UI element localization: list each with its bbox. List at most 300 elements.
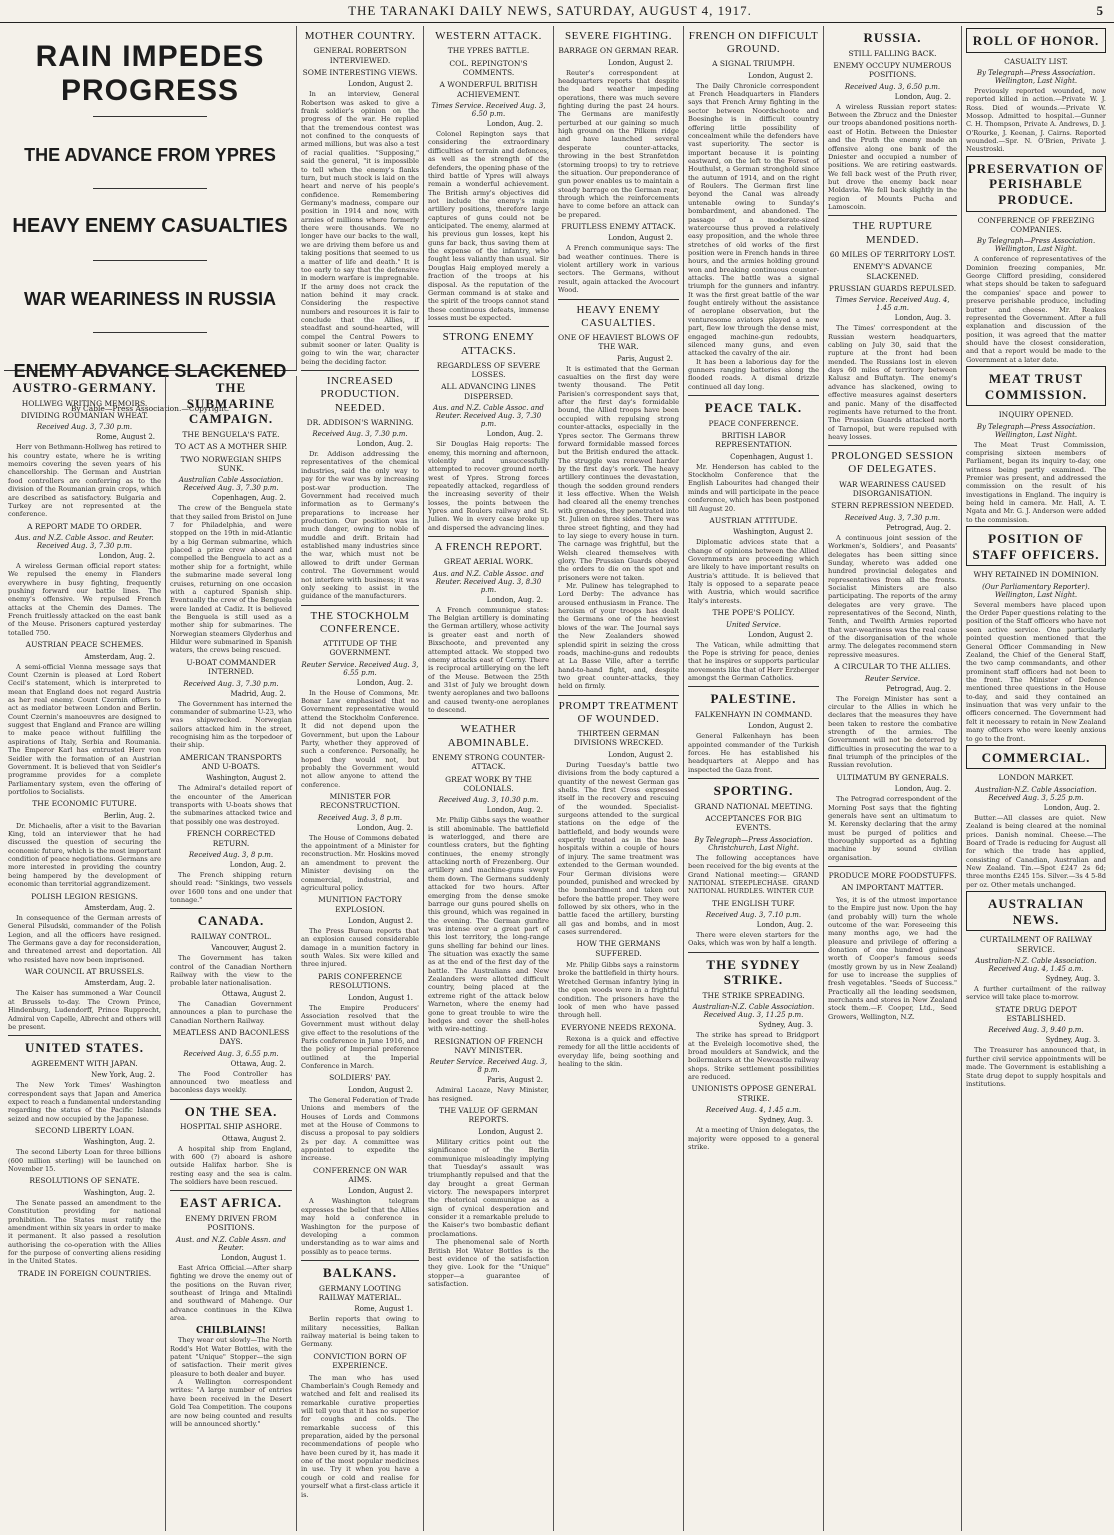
divider [93,116,207,117]
received-line: Times Service. Received Aug. 3, 6.50 p.m. [431,102,546,119]
sub-heading: A SIGNAL TRIUMPH. [712,59,795,69]
dateline: London, August 2. [348,1187,413,1196]
article-text: Military critics point out the significance of the Berlin communique misleadingly implying that Tuesday's assault was triumphantly repulsed and that the day brought a great German victory. The newspapers interpret the rhetorical communique as a sign of cynical desperation and consider it a remarkable prelude to the Kaiser's two bombastic defiant proclamations. [428,1137,549,1238]
section-heading: STRONG ENEMY ATTACKS. [442,331,535,357]
dateline: Ottawa, August 2. [221,989,286,998]
masthead-title: THE TARANAKI DAILY NEWS, SATURDAY, AUGUST 4, 1917. [348,3,752,18]
article-text: Berlin reports that owing to military necessities, Balkan railway material is being taken to Germany. [301,1315,419,1349]
section-heading: AUSTRO-GERMANY. [12,380,157,395]
ad-text: The man who has used Chamberlain's Cough Remedy and watched and felt and realised its remarkable curative properties will tell you that it has no superior for coughs and colds. The remarkable success of this preparation, aided by the personal recommendations of people who have been cured by it, has made it one of the most popular medicines in use. Try it when you have a cough or cold and realise for yourself what a first-class article it is. [301,1373,419,1499]
article-text: Previously reported wounded, now reported killed in action.—Private W. J. Ross. Died of wounds.—Private W. Mossop. Admitted to hospital.—Gunner C. H. Thompson, Private A. Andrews, D. J. O'Rourke, J. Keenan, J. Cairns. Reported wounded.—Spr. N. O'Brien, Private J. Neustroski. [966,86,1106,154]
boxed-heading [966,366,1106,406]
dateline: Copenhagen, August 1. [730,452,813,461]
received-line: Aus. and N.Z. Cable Assoc. and Reuter. Received Aug. 3, 8.30 p.m. [433,569,544,594]
banner-headline-1: RAIN IMPEDES PROGRESS [35,40,265,107]
section-heading: BALKANS. [322,1264,398,1280]
sub-heading: PRODUCE MORE FOODSTUFFS. [828,871,957,881]
dateline: Petrograd, Aug. 2. [885,684,951,693]
divider [828,866,957,867]
divider [558,299,679,300]
dateline: Washington, Aug. 2. [83,1188,155,1197]
sub-heading: ENEMY OCCUPY NUMEROUS POSITIONS. [833,60,952,80]
dateline: Petrograd, Aug. 2. [885,523,951,532]
sub-heading: ALL ADVANCING LINES DISPERSED. [441,382,536,401]
column-1 [4,376,166,1531]
boxed-heading [966,28,1106,53]
dateline: Berlin, Aug. 2. [103,811,155,820]
divider [93,260,207,261]
article-text: The Canadian Government announces a plan to purchase the Canadian Northern Railway. [170,999,292,1025]
sub-heading: A CIRCULAR TO THE ALLIES. [834,662,951,672]
sub-heading: THE ECONOMIC FUTURE. [32,799,137,809]
sub-heading: AGREEMENT WITH JAPAN. [31,1058,138,1068]
sub-heading: ENEMY'S ADVANCE SLACKENED. [852,262,933,281]
section-heading: MEAT TRUST COMMISSION. [984,371,1088,402]
dateline: Ottawa, August 2. [221,1134,286,1143]
article-text: The Kaiser has summoned a War Council at Brussels to-day. The Crown Prince, Hindenburg, Ludendorff, Prince Rupprecht, Admiral von Capelle, Albrecht and others will be present. [8,989,161,1031]
article-text: The Vatican, while admitting that the Pope is striving for peace, denies that he inspires or supports particular movements like that of Herr Erzberger amongst the German Catholics. [688,640,819,682]
divider [93,188,207,189]
article-text: Colonel Repington says that considering the extraordinary difficulties of terrain and defences, as well as the strength of the defenders, the opening phase of the third battle of Ypres will always remain a wonderful achievement. The British army's objectives did not include the enemy's main artillery positions, therefore large captures of guns could not be anticipated. The enemy, alarmed at his previous gun losses, kept his guns far back, thus saving them at the expense of the infantry, who fought less valiantly than usual. Sir Douglas Haig employed merely a fraction of the troops at his disposal. As the reputation of the German command is at stake and the spirit of the troops cannot stand these continuous defeats, immense losses must be expected. [428,130,549,322]
received-line: (Our Parliamentary Reporter). Wellington, Last Night. [982,582,1090,599]
section-heading: EAST AFRICA. [179,1195,283,1211]
sub-heading: A WONDERFUL BRITISH ACHIEVEMENT. [439,80,538,99]
article-text: The Government has interned the commander of submarine U-23, who was shipwrecked. Norwegian sailors attacked him in the street, recognising him as the torpedoer of their ship. [170,699,292,750]
divider [428,536,549,537]
section-heading: THE SUBMARINE CAMPAIGN. [186,380,276,427]
section-heading: PALESTINE. [710,691,797,707]
dateline: London, August 2. [608,58,673,67]
received-line: Received Aug. 3, 6.55 p.m. [183,1049,279,1058]
received-line: By Telegraph—Press Association. Wellington, Last Night. [976,68,1096,85]
article-text: Admiral Lacaze, Navy Minister, has resigned. [428,1086,549,1103]
ad-text: Yes, it is of the utmost importance to the Empire just now. Upon the hay (and probably will) turn the whole outcome of the war. Foreseeing this many months ago, we had the pleasure and privilege of offering a donation of one hundred guineas' worth of Cooper's famous seeds (mostly grown by us in New Zealand) for use to increase the supplies of fresh vegetables. "Seeds of Success." Practically all the leading seedsmen, merchants and stores in New Zealand stock them.—F. Cooper, Ltd., Seed Growers, Wellington, N.Z. [828,895,957,1021]
article-text: The Government has taken control of the Canadian Northern Railway with the view to the probable later nationalisation. [170,954,292,988]
article-text: The Press Bureau reports that an explosion caused considerable damage in a munition factory in south Wales. Six were killed and three injured. [301,927,419,969]
dateline: Sydney, Aug. 3. [1045,1036,1100,1045]
article-text: Mr. Philip Gibbs says a rainstorm broke the battlefield in thirty hours. Wretched German infantry lying in the open woods were in a frightful condition. The prisoners have the look of men who have passed through hell. [558,961,679,1020]
sub-heading: MINISTER FOR RECONSTRUCTION. [320,792,400,811]
dateline: Sydney, Aug. 3. [758,1021,813,1030]
sub-heading: DIVIDING ROUMANIAN WHEAT. [20,410,149,420]
received-line: Received Aug. 3, 8 p.m. [188,850,274,859]
column-5 [554,26,684,1531]
article-text: The crew of the Benguela state that they sailed from Bristol on June 7 for Philadelphia, and were stopped on the 19th in mid-Atlantic by a big German submarine, which placed a prize crew aboard and compelled the Benguela to act as a mother ship for a fortnight, while the submarine made several long cruises, returning on one occasion with a captured Spanish ship. Eventually the crew of the Benguela were landed at Cadiz. It is believed the Benguela is still used as a mother ship for submarines. The Norwegian steamers Glyderhus and Hildur were submarined in Spanish waters, the crews being rescued. [170,504,292,655]
dateline: London, Aug. 2. [894,92,951,101]
article-text: The Treasurer has announced that, in further civil service appointments will be made. The Government is establishing a State drug depot to supply hospitals and institutions. [966,1046,1106,1088]
article-text: The New York Times' Washington correspondent says that Japan and America expect to reach a fundamental understanding regarding the status of the Pacific Islands seized and now occupied by the Japanese. [8,1081,161,1123]
sub-heading: PRUSSIAN GUARDS REPULSED. [828,283,957,293]
received-line: Reuter Service. Received Aug. 3, 6.55 p.m. [301,660,419,677]
article-text: The following acceptances have been received for the big events at the Grand National meeting:— GRAND NATIONAL STEEPLECHASE. GRAND NATIONAL HURDLES. WINTER CUP. [688,853,819,896]
article-text: A French communique says: The bad weather continues. There is violent artillery work in various sectors. The Germans, without result, again attacked the Avocourt Wood. [558,244,679,295]
dateline: London, August 2. [608,234,673,243]
divider [558,695,679,696]
sub-heading: INQUIRY OPENED. [998,410,1074,420]
sub-heading: BARRAGE ON GERMAN REAR. [558,46,679,56]
divider [688,395,819,396]
received-line: Received Aug. 3, 9.40 p.m. [988,1026,1084,1035]
sub-heading: WHY RETAINED IN DOMINION. [973,570,1099,580]
sub-heading: GRAND NATIONAL MEETING. [694,801,813,811]
sub-heading: EVERYONE NEEDS REXONA. [560,1022,677,1032]
dateline: London, August 1. [221,1253,286,1262]
sub-heading: GENERAL ROBERTSON INTERVIEWED. [313,46,407,65]
article-text: The French shipping return should read: "Sinkings, two vessels over 1600 tons and one under that tonnage." [170,870,292,905]
dateline: London, August 2. [478,1127,543,1136]
dateline: Vancouver, August 2. [211,944,286,953]
sub-heading: WAR WEARINESS CAUSED DISORGANISATION. [839,479,946,499]
dateline: Madrid, Aug. 2. [230,689,286,698]
sub-heading: THE BENGUELA'S FATE. [182,429,280,439]
dateline: London, Aug. 2. [756,921,813,929]
section-heading: MOTHER COUNTRY. [304,30,416,42]
sub-heading: FALKENHAYN IN COMMAND. [694,709,813,719]
article-text: The Senate passed an amendment to the Constitution providing for national prohibition. The States must ratify the amendment within six years in order to make it permanent. It also passed a resolution authorising the co-operation with the Allies for the purpose of converting aliens residing in the United States. [8,1198,161,1266]
dateline: London, Aug. 2. [486,595,543,604]
divider [170,1099,292,1100]
dateline: London, August 2. [348,80,413,89]
sub-heading: CURTAILMENT OF RAILWAY SERVICE. [979,935,1093,954]
sub-heading: 60 MILES OF TERRITORY LOST. [829,249,956,259]
sub-heading: TRADE IN FOREIGN COUNTRIES. [17,1268,152,1278]
received-line: Received Aug. 3, 7.10 p.m. [705,911,802,919]
ad-text: They wear out slowly—The North Rodd's Hot Water Bottles, with the patent "Unique" Stopper—the sign of satisfaction. Their merit gives pleasure to both dealer and buyer. [170,1336,292,1378]
article-text: The Petrograd correspondent of the Morning Post says that the fighting generals have sent an ultimatum to M. Kerensky declaring that the army must be purged of politics and thoroughly supported as a fighting machine by sound civilian organisation. [828,795,957,862]
sub-heading: HOW THE GERMANS SUFFERED. [576,939,661,958]
section-heading: PROMPT TREATMENT OF WOUNDED. [558,699,679,725]
section-heading: UNITED STATES. [25,1040,144,1056]
sub-heading: THIRTEEN GERMAN DIVISIONS WRECKED. [573,729,664,748]
dateline: London, August 2. [348,917,413,926]
article-text: In the House of Commons, Mr. Bonar Law emphasised that no Government representative would attend the Stockholm Conference. It did not depend upon the Government, but upon the Labour Party, whether they approved of such a conference. Personally, he hoped they would not, but probably the Government would not allow anyone to attend the conference. [301,688,419,789]
sub-heading: FRUITLESS ENEMY ATTACK. [561,222,676,232]
received-line: By Telegraph—Press Association. Wellington, Last Night. [976,237,1096,254]
dateline: London, August 2. [608,750,673,759]
dateline: London, Aug. 2. [894,785,951,794]
article-text: There were eleven starters for the Oaks, which was won by half a length. [688,931,819,948]
section-heading: SEVERE FIGHTING. [565,30,672,42]
article-text: A wireless German official report states: We repulsed the enemy in Flanders everywhere in busy fighting, frequently pushing forward our battle lines. The enemy's offensive. We repulsed French attacks at the Chemin des Dames. The French fruitlessly attacked on the east bank of the Meuse. Prisoners captured yesterday totalled 750. [8,561,161,637]
article-text: East Africa Official.—After sharp fighting we drove the enemy out of the positions on the Ruvan river, southeast of Iringa and Mtalindi and southward of Mahenge. Our advance continues in the Kilwa area. [170,1263,292,1322]
sub-heading: AUSTRIAN ATTITUDE. [709,515,798,525]
article-text: It is estimated that the German casualties on the first day were twenty thousand. The Petit Parisien's correspondent says that, after the first day's formidable bound, the Allied troops have been occupied with repulsing strong counter-attacks, especially in the Ypres sector. The Germans threw forward formidable massed forces but the British endured the attack. The struggle was renewed harder by the first day's work. The heavy artillery continues the devastation, though the sodden ground renders it less effective. When the Welsh had cleared all the enemy trenches with grenades, they penetrated into St. Julien on three sides. There was three street fighting, and they had to lay siege to every house in turn. The carnage was frightful, but the Welsh cleared themselves with glory. The Prussian Guards obeyed the orders to die on the spot and prisoners were not taken. [558,364,679,582]
sub-heading: THE POPE'S POLICY. [712,608,795,618]
section-heading: POSITION OF STAFF OFFICERS. [972,531,1100,562]
dateline: London, Aug. 2. [356,440,413,449]
sub-heading: CONFERENCE ON WAR AIMS. [313,1165,407,1185]
dateline: London, August 2. [348,1085,413,1094]
received-line: Received Aug. 4, 1.45 a.m. [706,1106,801,1115]
newspaper-page [4,26,1110,1531]
boxed-heading [966,526,1106,566]
sub-heading: WAR COUNCIL AT BRUSSELS. [24,967,145,977]
dateline: London, Aug. 2. [486,806,543,815]
sub-heading: TWO NORWEGIAN SHIPS SUNK. [180,454,282,473]
divider [170,1190,292,1191]
divider [170,908,292,909]
banner-headline-3: HEAVY ENEMY CASUALTIES [12,215,288,237]
sub-heading: MUNITION FACTORY EXPLOSION. [318,895,402,914]
dateline: Rome, August 1. [354,1305,413,1314]
sub-heading: RESOLUTIONS OF SENATE. [29,1176,140,1186]
dateline: Sydney, Aug. 3. [758,1116,813,1125]
article-text: Dr. Michaelis, after a visit to the Bavarian King, told an interviewer that he had discussed the question of securing the economic future, which is the most important condition of peace negotiations. Germans are more interested in providing the country being hampered by the development of economic than territorial aggrandizement. [8,821,161,889]
section-heading: ON THE SEA. [184,1103,278,1119]
section-heading: PROLONGED SESSION OF DELEGATES. [831,450,954,476]
section-heading: CANADA. [197,913,265,929]
boxed-heading [966,156,1106,212]
article-text: At a meeting of Union delegates, the majority were opposed to a general strike. [688,1126,819,1151]
section-heading: SPORTING. [713,783,794,799]
section-heading: HEAVY ENEMY CASUALTIES. [576,303,661,329]
section-heading: WEATHER ABOMINABLE. [447,723,530,749]
sub-heading: GREAT WORK BY THE COLONIALS. [445,774,532,793]
dateline: London, August 2. [748,722,813,731]
column-7 [824,26,962,1531]
sub-heading: THE YPRES BATTLE. [447,46,530,56]
boxed-heading [966,891,1106,931]
dateline: London, Aug. 2. [486,120,543,129]
received-line: Received Aug. 3, 7.30 p.m. [844,513,941,522]
sub-heading: REGARDLESS OF SEVERE LOSSES. [436,360,541,380]
received-line: Reuter Service. Received Aug. 3, 8 p.m. [429,1058,548,1075]
received-line: Received Aug. 3, 7.30 p.m. [36,423,133,432]
received-line: Received Aug. 3, 10.30 p.m. [438,796,539,805]
divider [301,1260,419,1261]
sub-heading: GREAT AERIAL WORK. [443,557,534,567]
article-text: A Washington telegram expresses the belief that the Allies may hold a conference in Washington for the purpose of developing a common understanding as to war aims and possibly as to peace terms. [301,1197,419,1256]
dateline: London, Aug. 2. [356,678,413,687]
divider [428,718,549,719]
received-line: United Service. [725,620,782,629]
article-text: In consequence of the German arrests of General Pilsudski, commander of the Polish Legion, and all the officers have resigned. The Germans gave a day for reconsideration, and threatened arrest and deportation. All who resisted have now been imprisoned. [8,913,161,964]
divider [688,952,819,953]
dateline: London, Aug. 2. [98,551,155,560]
received-line: Australian-N.Z. Cable Association. Received Aug. 3, 11.25 p.m. [692,1003,815,1020]
article-text: The General Federation of Trade Unions and members of the Houses of Lords and Commons met at the House of Commons to discuss a proposal to pay soldiers 2s per day. A committee was appointed to expedite the increase. [301,1095,419,1163]
divider [301,370,419,371]
banner-headline-4: WAR WEARINESS IN RUSSIA [23,289,277,309]
sub-heading: SOLDIERS' PAY. [329,1073,391,1083]
section-heading: RUSSIA. [863,30,922,45]
dateline: Paris, August 2. [616,354,673,363]
section-heading: WESTERN ATTACK. [435,30,542,42]
section-heading: PRESERVATION OF PERISHABLE PRODUCE. [967,160,1105,208]
sub-heading: CONFERENCE OF FREEZING COMPANIES. [977,215,1095,234]
sub-heading: SECOND LIBERTY LOAN. [34,1126,135,1136]
received-line: Aust. and N.Z. Cable Assn. and Reuter. [176,1235,286,1252]
received-line: Received Aug. 3, 6.50 p.m. [844,82,941,91]
sub-heading: TO ACT AS A MOTHER SHIP. [174,442,288,452]
column-3 [297,26,424,1531]
article-text: A further curtailment of the railway service will take place to-morrow. [966,985,1106,1002]
section-heading: ROLL OF HONOR. [972,33,1100,48]
dateline: London, August 1. [348,993,413,1002]
article-text: It has been a laborious day for the gunners ranging batteries along the flooded roads. A dismal drizzle continued all day long. [688,357,819,391]
dateline: Washington, Aug. 2. [83,1138,155,1147]
sub-heading: POLISH LEGION RESIGNS. [31,891,138,901]
sub-heading: BRITISH LABOR REPRESENTATION. [715,431,792,450]
divider [8,1035,161,1036]
dateline: London, August 2. [748,71,813,80]
article-text: The Admiral's detailed report of the encounter of the American transports with U-boats shows that the submarines attacked twice and that possibly one was destroyed. [170,784,292,826]
received-line: Received Aug. 3, 8 p.m. [317,813,403,822]
article-text: The Times' correspondent at the Russian western headquarters, cabling on July 30, said that the rupture at the front had been mended. The Russians lost in eleven days 60 miles of territory between Kalusz and Buftatyn. The enemy's advance has slackened, owing to effective measures against deserters and panic. Many of the disaffected regiments have returned to the front. The Prussian Guards attacked north of Tarnopol, but were repulsed with heavy losses. [828,324,957,441]
dateline: Copenhagen, Aug. 2. [211,494,286,503]
sub-heading: THE VALUE OF GERMAN REPORTS. [439,1106,538,1125]
ad-heading: CHILBLAINS! [195,1326,266,1337]
dateline: London, Aug. 2. [229,860,286,869]
sub-heading: HOLLWEG WRITING MEMOIRS. [21,398,148,408]
article-text: The House of Commons debated the appointment of a Minister for reconstruction. Mr. Hoskins moved an amendment to prevent the Minister devising on the commercial, industrial, and agricultural policy. [301,833,419,892]
article-text: Butter.—All classes are quiet. New Zealand is being cleared at the nominal prices. Danish nominal. Cheese.—The Board of Trade is reducing for August all for which the trade has applied, consisting of Canadian, Australian and New Zealand. Tin.—Spot £247 2s 6d; three months £245 15s. Silver.—3s 4 5-8d per oz. Other metals unchanged. [966,813,1106,889]
article-text: The Daily Chronicle correspondent at French Headquarters in Flanders says that French Army fighting in the sector between Noordschoote and Boesinghe is in difficult country offering little possibility of concealment while the defenders have vast superiority. The sector is important because it is pointing eastward, on the left to the Forest of Houthulst, a German stronghold since the autumn of 1914, and on the right of Roulers. The German first line beyond the Canal was already untenable owing to Sunday's bombardment, and abandoned. The passage of a moderate-sized watercourse thus proved a relatively easy proposition, and the whole three stretches of old works of the first position were in French hands in three hours, and the armies holding ground won and breaking continuous counter-attacks. The battle was a signal triumph for the gunners and infantry. It was the first great battle of the war fought entirely without the assistance of aeroplane observation, but the venturesome aviators played a new part, flew low through the dense mist, engaged machine-gun redoubts, silenced many guns, and even attacked the cavalry of the air. [688,81,819,358]
received-line: Australian-N.Z. Cable Association. Received Aug. 4, 1.45 a.m. [975,957,1097,974]
sub-heading: COL. REPINGTON'S COMMENTS. [449,58,528,77]
sub-heading: THE STRIKE SPREADING. [702,990,805,1000]
section-heading: THE STOCKHOLM CONFERENCE. [310,609,410,635]
sub-heading: GERMANY LOOTING RAILWAY MATERIAL. [318,1283,402,1302]
sub-heading: STILL FALLING BACK. [848,48,937,58]
divider [93,332,207,333]
received-line: By Telegraph—Press Association. Wellington, Last Night. [976,422,1096,439]
sub-heading: DR. ADDISON'S WARNING. [306,417,414,427]
sub-heading: AUSTRIAN PEACE SCHEMES. [25,640,144,650]
article-text: A continuous joint session of the Workmen's, Soldiers', and Peasants' delegates has been sitting since Sunday, whereto was added one hundred provincial delegates and representatives from all the fronts. Socialist Ministers are also participating. The reports of the army delegates are very grave. The representatives of the Second, Ninth, Tenth, and Twelfth Armies reported that war-weariness was the real cause of the disorganisation of the whole army. The delegates recommend stern repressive measures. [828,533,957,659]
received-line: Aus. and N.Z. Cable Assoc. and Reuter. Received Aug. 3, 7.30 p.m. [433,404,544,429]
article-text: The Meat Trust Commission, comprising sixteen members of Parliament, began its inquiry to-day, one witness being partly examined. The Premier was present, and addressed the commission on the result of his investigations in England. The inquiry is being held in camera. Mr. Hall, A. T. Ngata and Mr. G. J. Anderson were added to the commission. [966,440,1106,524]
sub-heading: ACCEPTANCES FOR BIG EVENTS. [705,814,802,833]
dateline: London, Aug. 2. [356,823,413,832]
banner-headline-5: ENEMY ADVANCE SLACKENED [13,361,287,381]
article-text: Dr. Addison addressing the representatives of the chemical industries, said the only way to pay for the war was by increasing post-war production. The Government had received much information as to Germany's preparations to increase her production. Our position was in much danger, owing to noble of muddle and drift. Britain had established many industries since the war, which must not be allowed to drift under German control. The Government would not interfere with business; it was only seeking to assist in the guidance of the manufacturers. [301,450,419,601]
article-text: During Tuesday's battle two divisions from the body captured a quantity of the newest German gas shells. The first Cross expressed itself in the recovery and rescuing of the wounded. Specialist-surgeons attended to the surgical stations on the edge of the battlefield, and body wounds were expertly treated as in the base hospitals within a couple of hours of injury. The same treatment was extended to the German wounded. Four German divisions were pounded, punished and wrecked by the bombardment and taken out before the battle proper. They were followed by six others, who in the battle faced the artillery, bursting all gas and bombs, and in most cases surrendered. [558,760,679,937]
divider [828,215,957,216]
dateline: Washington, August 2. [733,528,813,537]
byline: By Cable—Press Association.—Copyright. [70,404,230,413]
dateline: Amsterdam, Aug. 2. [84,903,155,912]
section-heading: INCREASED PRODUCTION. NEEDED. [320,375,400,414]
article-text: Sir Douglas Haig reports: The enemy, this morning and afternoon, violently and unsuccessfully attempted to recover ground north-west of Ypres. Strong forces repeatedly attacked, regardless of the increasing severity of their losses, the points between the Ypres and Roulers railway and St. Julien. We in every case broke up and dispersed the advancing lines. [428,440,549,532]
section-heading: A FRENCH REPORT. [434,541,543,554]
sub-heading: UNIONISTS OPPOSE GENERAL STRIKE. [691,1084,816,1103]
article-text: A French communique states: The Belgian artillery is dominating the German artillery, whose activity is greater east and north of Bixschoote, and prevented any attempted attack. We stopped two enemy attacks east of Cerny. There is reciprocal artillerying on the left of the Meuse. Between the 25th and 31st of July we brought down twenty aeroplanes and two balloons and caused twenty-one aeroplanes to descend. [428,605,549,715]
ad-text: The phenomenal sale of North British Hot Water Bottles is the best evidence of the satisfaction they give. Look for the "Unique" stopper—a guarantee of satisfaction. [428,1238,549,1288]
sub-heading: STERN REPRESSION NEEDED. [831,501,954,511]
dateline: Sydney, Aug. 3. [1045,975,1100,984]
article-text: A wireless Russian report states: Between the Zbrucz and the Dniester our troops abandoned positions north-east of Hotin. Between the Dniester and the Pruth the enemy made an offensive along one bank of the Dniester and occupied a number of positions. We are retiring eastwards. We fell back west of the Pruth river, but drove the enemy back near Moldavia. We fell back slightly in the region of Mounts Pucha and Lamoscoin. [828,102,957,212]
dateline: London, August 2. [748,630,813,639]
dateline: Rome, August 2. [96,433,155,442]
sub-heading: U-BOAT COMMANDER INTERNED. [186,657,276,677]
dateline: London, Aug. 3. [894,314,951,323]
section-heading: FRENCH ON DIFFICULT GROUND. [688,30,819,56]
divider [301,605,419,606]
sub-heading: ENEMY DRIVEN FROM POSITIONS. [185,1214,277,1233]
received-line: Australian Cable Association. Received Aug. 3, 7.30 p.m. [178,476,284,493]
sub-heading: PEACE CONFERENCE. [708,418,799,428]
sub-heading: RAILWAY CONTROL. [190,931,272,941]
received-line: Australian-N.Z. Cable Association. Received Aug. 3, 5.25 p.m. [975,785,1097,802]
sub-heading: ONE OF HEAVIEST BLOWS OF THE WAR. [558,332,679,352]
sub-heading: STATE DRUG DEPOT ESTABLISHED. [995,1004,1077,1024]
sub-heading: ENEMY STRONG COUNTER-ATTACK. [432,752,545,772]
dateline: Paris, August 2. [486,1076,543,1085]
received-line: Times Service. Received Aug. 4, 1.45 a.m. [835,296,950,313]
article-text: The Food Controller has announced two meatless and baconless days weekly. [170,1069,292,1095]
dateline: Amsterdam, Aug. 2. [84,652,155,661]
sub-heading: CONVICTION BORN OF EXPERIENCE. [313,1351,407,1371]
article-text: Mr. Henderson has cabled to the Stockholm Conference that the English Labourites had changed their minds and will participate in the peace conference, which has been postponed till August 20. [688,462,819,513]
sub-heading: MEATLESS AND BACONLESS DAYS. [172,1027,290,1047]
column-6 [684,26,824,1531]
article-text: The strike has spread to Bridgport at the Eveleigh locomotive shed, the broad moulders at Sandwick, and the boilermakers at the Newcastle railway shops. Strike settlement possibilities are reduced. [688,1031,819,1082]
article-text: Several members have placed upon the Order Paper questions relating to the position of the Staff officers who have not seen active service. One particularly pointed question mentioned that the General Officer Commanding in New Zealand, the Chief of the General Staff, the two camp commandants, and other prominent staff officers had not been to the front. The Minister of Defence mentioned three questions in the House to-day, and said they contained an insinuation that was very unfair to the officers concerned. The Government had felt it necessary to retain in New Zealand many officers who were keenly anxious to go to the front. [966,600,1106,743]
section-heading: PEACE TALK. [704,400,803,416]
article-text: Mr. Philip Gibbs says the weather is still abominable. The battlefield is waterlogged, and there are countless craters, but the fighting continues, the enemy strongly attacking north of Frezenberg. Our artillery and machine-guns swept them down. The Germans suddenly attacked for two hours. After emerging from the dense smoke barrage our guns poured shells on this ground, which was regained in the evening. The German gunfire was intense over a great part of this lost territory, the long-range guns shelling far behind our lines. The situation was exactly the same as at the end of the first day of the battle. The Australians and New Zealanders were allotted difficult country, being placed at the extreme right of the attack below Warneton, where the enemy had gone to great trouble to wire the hedges and cover the shell-holes with wire-netting. [428,816,549,1034]
boxed-heading [966,745,1106,770]
article-text: The second Liberty Loan for three billions (600 million sterling) will be launched on November 15. [8,1148,161,1174]
dateline: New York, Aug. 2. [91,1071,155,1080]
divider [688,778,819,779]
received-line: Reuter Service. [864,674,921,683]
sub-heading: HOSPITAL SHIP ASHORE. [179,1122,283,1132]
masthead [0,0,1114,23]
column-2 [166,376,297,1531]
banner-headline-2: THE ADVANCE FROM YPRES [24,145,276,165]
sub-heading: AN IMPORTANT MATTER. [841,883,944,893]
section-heading: THE SYDNEY STRIKE. [706,956,801,988]
dateline: London, Aug. 2. [486,430,543,439]
article-text: General Falkenhayn has been appointed commander of the Turkish forces. He has established his headquarters at Aleppo and has inspected the Gaza front. [688,732,819,774]
dateline: Ottawa, Aug. 2. [230,1059,286,1068]
divider [688,686,819,687]
received-line: Received Aug. 3, 7.30 p.m. [312,430,408,439]
sub-heading: CASUALTY LIST. [1004,56,1068,66]
article-text: In an interview, General Robertson was asked to give a frank soldier's opinion on the progress of the war. He replied that the tremendous contest was not confined to the conquests of armed millions, but was also a test of racial qualities. "Supposing," said the general, "it is impossible to tell when the enemy's flanks turn, but much stock is laid on the heart and nerve of his people's confidence. Remembering Germany's madness, compare our position in 1914 and now, with armies of millions where formerly there were thousands. We no longer have our backs to the wall, we are driving them before us and taking positions that seemed to us a matter of life and death." It is too early to say that the defensive in modern warfare is impregnable. If the army does not crack the nation behind it may crack. Considering the respective numbers and resources it is fair to conclude that the Allies, if steadfast and sound-hearted, will compel the Central Powers to submit sooner or later. Quality is going to win the war, character being the deciding factor. [301,90,419,366]
ad-text: A Wellington correspondent writes: "A large number of entries have been received in the Desert Gold Tea Competition. The coupons are now being counted and results will be announced shortly." [170,1378,292,1428]
dateline: London, Aug. 2. [1043,803,1100,812]
sub-heading: AMERICAN TRANSPORTS AND U-BOATS. [180,752,282,772]
ad-text: Rexona is a quick and effective remedy for all the little accidents of everyday life, being soothing and healing to the skin. [558,1035,679,1069]
dateline: Amsterdam, Aug. 2. [84,979,155,988]
sub-heading: RESIGNATION OF FRENCH NAVY MINISTER. [434,1036,543,1055]
article-text: A semi-official Vienna message says that Count Czernin is pleased at Lord Robert Cecil's statement, which is interpreted to mean that England does not regard Austria as her real enemy. Count Czernin offers to act as mediator between London and Berlin. Count Czernin's manoeuvres are designed to suggest that England and France are willing to make peace without fulfilling the aspirations of Italy, Serbia and Roumania. The Emperor Karl has entrusted Herr von Seidler with the formation of an Austrian Government. It is believed that von Seidler's programme provides for a complete Parliamentary system, even the offering of portfolios to Socialists. [8,662,161,796]
article-text: Diplomatic advices state that a change of opinions between the Allied Governments are proceeding which are likely to have important results on Austria's attitude. It is believed that Italy is opposed to a separate peace with Austria, which would sacrifice Italy's interests. [688,538,819,605]
article-text: Herr von Bethmann-Hollweg has retired to his country estate, where he is writing memoirs covering the seven years of his chancellorship. The German and Austrian food controllers are conferring as to the division of the Roumanian grain crops, which are described as satisfactory. Bulgaria and Turkey are not represented at the conference. [8,443,161,519]
sub-heading: THE ENGLISH TURF. [712,898,795,908]
sub-heading: SOME INTERESTING VIEWS. [302,67,418,77]
section-heading: COMMERCIAL. [981,749,1091,765]
article-text: A hospital ship from England, with 600 (?) aboard is ashore outside Halifax harbor. She is resting easy and the sea is calm. The soldiers have been rescued. [170,1144,292,1187]
column-8 [962,26,1110,1531]
divider [828,445,957,446]
sub-heading: ATTITUDE OF THE GOVERNMENT. [322,638,398,658]
dateline: Washington, August 2. [206,774,286,783]
sub-heading: LONDON MARKET. [998,773,1074,783]
article-text: The Empire Producers' Association resolved that the Government must without delay give effect to the resolutions of the Paris conference in June 1916, and the policy of Imperial preference outlined at the Imperial Conference in March. [301,1003,419,1071]
received-line: Aus. and N.Z. Cable Assoc. and Reuter. Received Aug. 3, 7.30 p.m. [15,533,154,550]
section-heading: THE RUPTURE MENDED. [852,220,933,246]
sub-heading: ULTIMATUM BY GENERALS. [836,772,949,782]
article-text: Reuter's correspondent at headquarters reports that despite the bad weather impeding operations, there was much severe fighting during the past 24 hours. The Germans are manifestly perturbed at our gaining so much high ground on the Pilkem ridge and have launched several desperate counter-attacks, throwing in the best Stranfetdon (storming troops) to try to retrieve the situation. Our preponderance of gun power enables us to maintain a steady barrage on the German rear, through which the reinforcements have to come before an attack can be prepared. [558,68,679,219]
article-text: The Foreign Minister has sent a circular to the Allies in which he declares that the measures they have been taken to restore the combative strength of the armies. The Government will not be deterred by difficulties in prosecuting the war to a final triumph of the principles of the Russian revolution. [828,694,957,770]
sub-heading: FRENCH CORRECTED RETURN. [186,829,276,848]
sub-heading: A REPORT MADE TO ORDER. [27,521,142,531]
received-line: Received Aug. 3, 7.30 p.m. [183,679,279,688]
received-line: By Telegraph—Press Association. Christchurch, Last Night. [694,835,813,852]
